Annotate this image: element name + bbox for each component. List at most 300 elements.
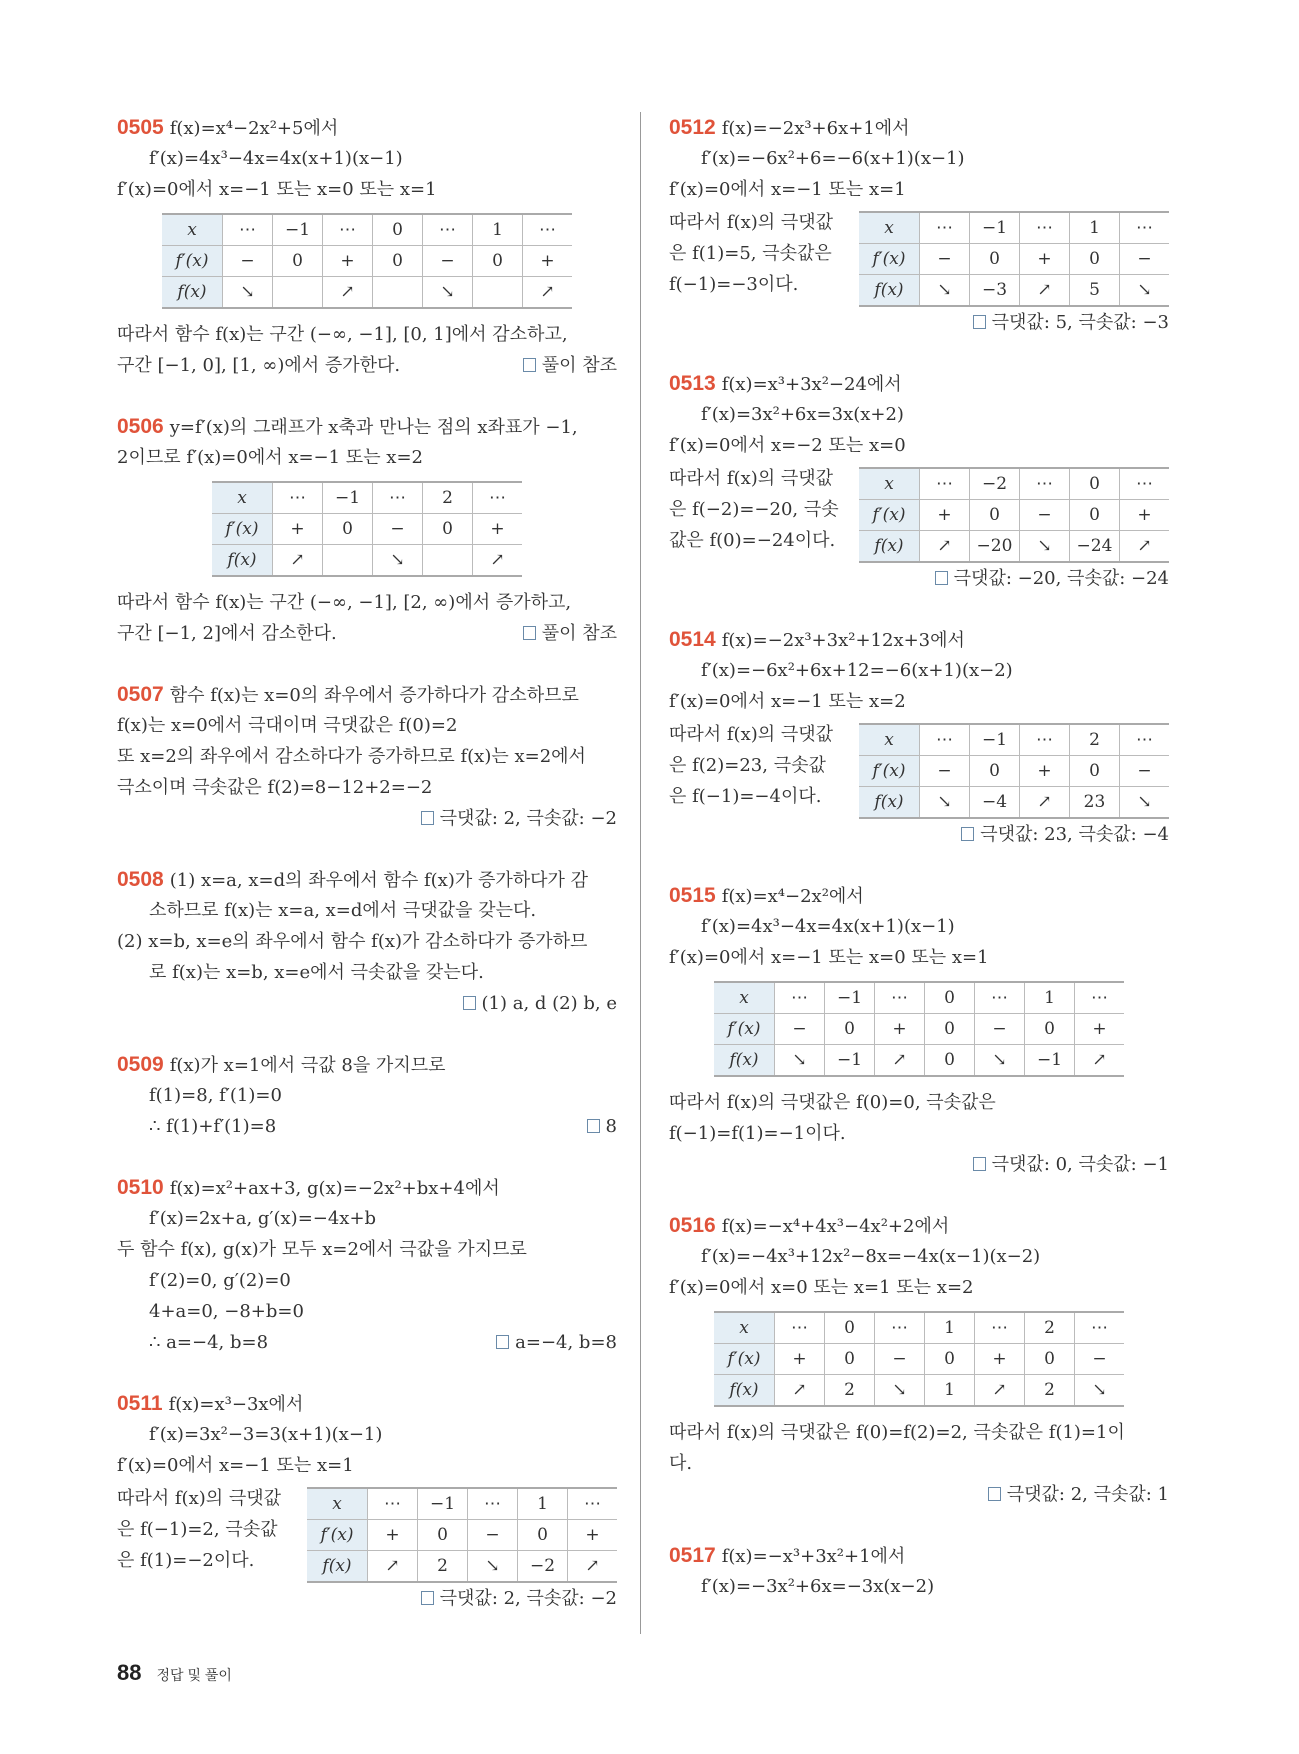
solution-line: f(−1)=−3이다. [669, 274, 799, 295]
table-cell: − [373, 514, 423, 545]
table-cell: 2 [418, 1551, 468, 1583]
table-cell: − [975, 1014, 1025, 1045]
table-cell: ⋯ [875, 1312, 925, 1344]
problem-0515 [669, 880, 1169, 1180]
problem-0517 [669, 1540, 1169, 1602]
problem-number: 0511 [117, 1392, 163, 1415]
table-cell: ↘ [423, 277, 473, 309]
line-text: f′(x)=3x²−3=3(x+1)(x−1) [149, 1424, 383, 1445]
table-cell: 0 [373, 246, 423, 277]
row-header: f(x) [307, 1551, 368, 1583]
table-cell: −2 [970, 468, 1020, 500]
table-row [307, 1551, 617, 1583]
table-row [859, 212, 1169, 244]
text-with-table [669, 719, 1169, 819]
table-cell: ↗ [875, 1045, 925, 1077]
solution-line: 은 f(2)=23, 극솟값 [669, 755, 826, 776]
line-text: f′(x)=−6x²+6x+12=−6(x+1)(x−2) [701, 660, 1013, 681]
row-header: f′(x) [714, 1344, 775, 1375]
table-cell: −1 [825, 982, 875, 1014]
text-with-table [669, 463, 1169, 563]
row-header: f′(x) [859, 244, 920, 275]
table-cell: ⋯ [223, 214, 273, 246]
table-cell: −1 [418, 1488, 468, 1520]
line-text: 따라서 f(x)의 극댓값은 f(0)=0, 극솟값은 [669, 1092, 996, 1113]
table-cell: ↗ [1020, 275, 1070, 307]
answer [669, 563, 1169, 594]
table-cell: ↗ [775, 1375, 825, 1407]
column-divider [640, 112, 641, 1634]
table-cell: + [323, 246, 373, 277]
table-row [714, 1312, 1124, 1344]
table-cell: ↘ [775, 1045, 825, 1077]
solution-line [669, 143, 1169, 174]
row-header: f(x) [212, 545, 273, 577]
table-cell [373, 277, 423, 309]
table-cell: 0 [970, 756, 1020, 787]
solution-line [669, 399, 1169, 430]
table-cell: 5 [1070, 275, 1120, 307]
problem-number: 0515 [669, 884, 716, 907]
row-header: f(x) [859, 275, 920, 307]
solution-line: 따라서 f(x)의 극댓값 [669, 212, 834, 233]
line-text: f(x)=x³−3x에서 [168, 1394, 304, 1415]
table-cell: ⋯ [323, 214, 373, 246]
text-with-table [117, 1483, 617, 1583]
answer [117, 803, 617, 834]
table-cell: ↗ [568, 1551, 618, 1583]
line-text: f′(x)=−4x³+12x²−8x=−4x(x−1)(x−2) [701, 1246, 1041, 1267]
row-header: f′(x) [307, 1520, 368, 1551]
answer-box-icon [496, 1335, 509, 1349]
side-text [669, 463, 859, 556]
table-cell: 0 [825, 1344, 875, 1375]
line-text: f′(x)=−3x²+6x=−3x(x−2) [701, 1576, 935, 1597]
problem-0506 [117, 411, 617, 649]
line-text: 두 함수 f(x), g(x)가 모두 x=2에서 극값을 가지므로 [117, 1239, 527, 1260]
solution-line [669, 1118, 1169, 1149]
line-text: 다. [669, 1453, 693, 1474]
table-cell: + [1020, 244, 1070, 275]
table-cell: 2 [1070, 724, 1120, 756]
problem-number: 0505 [117, 116, 164, 139]
answer [117, 988, 617, 1019]
page-number: 88 [117, 1660, 142, 1685]
solution-line [669, 1448, 1169, 1479]
solution-line: 따라서 f(x)의 극댓값 [669, 724, 834, 745]
table-row [714, 1014, 1124, 1045]
solution-line [117, 1388, 617, 1419]
solution-line: 은 f(−2)=−20, 극솟 [669, 499, 839, 520]
row-header: f′(x) [859, 756, 920, 787]
problem-number: 0514 [669, 628, 716, 651]
table-cell: ⋯ [1075, 982, 1125, 1014]
answer-text: 극댓값: 23, 극솟값: −4 [980, 824, 1169, 845]
table-row [714, 982, 1124, 1014]
table-row [859, 244, 1169, 275]
line-text: f(x)=−x⁴+4x³−4x²+2에서 [721, 1216, 950, 1237]
table-cell: 0 [323, 514, 373, 545]
table-cell: 2 [1025, 1312, 1075, 1344]
line-text: 2이므로 f′(x)=0에서 x=−1 또는 x=2 [117, 447, 423, 468]
table-row [307, 1520, 617, 1551]
variation-table [859, 723, 1169, 819]
right-column [669, 112, 1169, 1632]
table-cell: ⋯ [1120, 724, 1170, 756]
table-cell: 23 [1070, 787, 1120, 819]
table-cell: 0 [970, 244, 1020, 275]
answer-box-icon [935, 571, 948, 585]
solution-line [117, 895, 617, 926]
table-cell: ⋯ [473, 482, 523, 514]
row-header: x [162, 214, 223, 246]
side-text [669, 719, 859, 812]
table-row [162, 277, 572, 309]
table-cell: ↗ [323, 277, 373, 309]
table-cell: + [1020, 756, 1070, 787]
table-cell: − [423, 246, 473, 277]
answer [496, 1327, 617, 1358]
solution-line: 은 f(1)=−2이다. [117, 1550, 255, 1571]
line-text: f′(x)=4x³−4x=4x(x+1)(x−1) [701, 916, 955, 937]
table-cell: ⋯ [875, 982, 925, 1014]
table-cell: ⋯ [468, 1488, 518, 1520]
solution-line [117, 112, 617, 143]
variation-table [859, 211, 1169, 307]
row-header: f(x) [162, 277, 223, 309]
solution-line [117, 1450, 617, 1481]
table-cell: 0 [925, 982, 975, 1014]
table-cell: 1 [1070, 212, 1120, 244]
line-text: 소하므로 f(x)는 x=a, x=d에서 극댓값을 갖는다. [149, 900, 537, 921]
table-cell: ↘ [1020, 531, 1070, 563]
row-header: x [714, 982, 775, 1014]
answer-text: 극댓값: 2, 극솟값: −2 [439, 1588, 617, 1609]
answer-box-icon [463, 996, 476, 1010]
line-text: (1) x=a, x=d의 좌우에서 함수 f(x)가 증가하다가 감 [169, 870, 588, 891]
answer [669, 819, 1169, 850]
solution-line [669, 655, 1169, 686]
table-cell: ↗ [1120, 531, 1170, 563]
answer-text: 풀이 참조 [541, 623, 617, 644]
answer [669, 1479, 1169, 1510]
table-cell: −4 [970, 787, 1020, 819]
solution-line [669, 942, 1169, 973]
solution-line [669, 624, 1169, 655]
table-row [162, 246, 572, 277]
solution-line [117, 587, 617, 618]
table-cell: ↘ [1075, 1375, 1125, 1407]
solution-line [669, 880, 1169, 911]
answer [523, 350, 617, 381]
table-cell: −3 [970, 275, 1020, 307]
table-cell: + [368, 1520, 418, 1551]
row-header: x [859, 468, 920, 500]
solution-line [117, 1080, 617, 1111]
problem-number: 0509 [117, 1053, 164, 1076]
solution-line [669, 1241, 1169, 1272]
line-text: f′(x)=0에서 x=−1 또는 x=1 [117, 1455, 354, 1476]
table-cell: + [775, 1344, 825, 1375]
row-header: x [714, 1312, 775, 1344]
answer [587, 1111, 617, 1142]
problem-0508 [117, 864, 617, 1019]
answer-box-icon [421, 1591, 434, 1605]
table-cell: ↘ [373, 545, 423, 577]
table-row [714, 1045, 1124, 1077]
line-text: f(x)=x²+ax+3, g(x)=−2x²+bx+4에서 [169, 1178, 500, 1199]
solution-line [117, 1049, 617, 1080]
table-cell: 0 [925, 1344, 975, 1375]
text-with-table [669, 207, 1169, 307]
answer-box-icon [587, 1119, 600, 1133]
table-cell [473, 277, 523, 309]
table-cell: ⋯ [1020, 724, 1070, 756]
solution-line [117, 741, 617, 772]
table-cell: −1 [970, 724, 1020, 756]
problem-0513 [669, 368, 1169, 594]
line-text: f(x)=x⁴−2x²에서 [721, 886, 864, 907]
solution-line [117, 1265, 617, 1296]
answer-text: a=−4, b=8 [515, 1332, 617, 1353]
line-text: f(x)=−2x³+6x+1에서 [721, 118, 910, 139]
table-cell: ↘ [223, 277, 273, 309]
solution-line: 따라서 f(x)의 극댓값 [117, 1488, 282, 1509]
table-cell: 0 [418, 1520, 468, 1551]
solution-line [117, 926, 617, 957]
table-cell: + [273, 514, 323, 545]
solution-line [117, 679, 617, 710]
table-row [212, 545, 522, 577]
table-cell: − [875, 1344, 925, 1375]
table-cell: 0 [473, 246, 523, 277]
solution-line: 따라서 f(x)의 극댓값 [669, 468, 834, 489]
solution-line [669, 1417, 1169, 1448]
table-cell: ↗ [975, 1375, 1025, 1407]
table-cell: + [875, 1014, 925, 1045]
line-text: f(x)=−2x³+3x²+12x+3에서 [721, 630, 965, 651]
row-header: f′(x) [714, 1014, 775, 1045]
table-cell: ⋯ [920, 212, 970, 244]
solution-line [117, 864, 617, 895]
table-cell: 0 [925, 1014, 975, 1045]
table-cell: ⋯ [775, 982, 825, 1014]
line-text: 4+a=0, −8+b=0 [149, 1301, 304, 1322]
solution-line [117, 1203, 617, 1234]
table-cell: 1 [1025, 982, 1075, 1014]
answer-text: 극댓값: 2, 극솟값: 1 [1006, 1484, 1169, 1505]
solution-line [117, 710, 617, 741]
table-cell: ⋯ [920, 724, 970, 756]
table-cell: 0 [825, 1014, 875, 1045]
solution-line [669, 1210, 1169, 1241]
table-cell: −24 [1070, 531, 1120, 563]
line-text: f′(x)=0에서 x=−1 또는 x=2 [669, 691, 906, 712]
table-cell: ⋯ [920, 468, 970, 500]
answer-text: (1) a, d (2) b, e [481, 993, 617, 1014]
table-row [859, 724, 1169, 756]
problem-0509 [117, 1049, 617, 1142]
table-cell: ⋯ [1020, 212, 1070, 244]
table-cell: 0 [423, 514, 473, 545]
line-text: f′(x)=−6x²+6=−6(x+1)(x−1) [701, 148, 965, 169]
row-header: x [307, 1488, 368, 1520]
table-row [212, 482, 522, 514]
line-text: ∴ a=−4, b=8 [149, 1332, 269, 1353]
row-header: x [212, 482, 273, 514]
problem-number: 0513 [669, 372, 716, 395]
solution-line [669, 686, 1169, 717]
table-row [307, 1488, 617, 1520]
solution-line [669, 112, 1169, 143]
table-cell: ↘ [920, 275, 970, 307]
problem-0512 [669, 112, 1169, 338]
line-text: f(1)=8, f′(1)=0 [149, 1085, 282, 1106]
line-text: ∴ f(1)+f′(1)=8 [149, 1116, 277, 1137]
table-cell: − [920, 756, 970, 787]
solution-line [117, 174, 617, 205]
solution-line [117, 143, 617, 174]
table-cell: ↘ [1120, 275, 1170, 307]
table-cell: ↗ [920, 531, 970, 563]
solution-line [669, 430, 1169, 461]
answer [117, 1583, 617, 1614]
table-cell: ↘ [875, 1375, 925, 1407]
table-cell: 0 [825, 1312, 875, 1344]
line-text: 따라서 f(x)의 극댓값은 f(0)=f(2)=2, 극솟값은 f(1)=1이 [669, 1422, 1125, 1443]
table-row [859, 787, 1169, 819]
row-header: x [859, 724, 920, 756]
line-text: 따라서 함수 f(x)는 구간 (−∞, −1], [0, 1]에서 감소하고, [117, 324, 568, 345]
table-cell: ↗ [523, 277, 573, 309]
line-text: f(x)=x⁴−2x²+5에서 [169, 118, 339, 139]
problem-0511 [117, 1388, 617, 1614]
answer-box-icon [523, 626, 536, 640]
table-cell: 0 [1025, 1014, 1075, 1045]
table-cell: ↘ [975, 1045, 1025, 1077]
footer-label: 정답 및 풀이 [156, 1667, 232, 1683]
solution-line [669, 1087, 1169, 1118]
table-cell: ↘ [468, 1551, 518, 1583]
table-cell: ⋯ [373, 482, 423, 514]
row-header: x [859, 212, 920, 244]
solution-line [117, 772, 617, 803]
table-cell: ↗ [368, 1551, 418, 1583]
table-cell: ⋯ [368, 1488, 418, 1520]
table-cell: ↗ [1020, 787, 1070, 819]
line-text: f′(x)=0에서 x=−2 또는 x=0 [669, 435, 906, 456]
answer-box-icon [523, 358, 536, 372]
table-cell: − [775, 1014, 825, 1045]
line-text: f′(x)=0에서 x=−1 또는 x=1 [669, 179, 906, 200]
table-row [714, 1375, 1124, 1407]
table-row [859, 500, 1169, 531]
table-cell: ⋯ [775, 1312, 825, 1344]
table-cell [323, 545, 373, 577]
solution-line: 은 f(−1)=2, 극솟값 [117, 1519, 278, 1540]
side-text [669, 207, 859, 300]
table-cell: 1 [925, 1312, 975, 1344]
line-text: 구간 [−1, 0], [1, ∞)에서 증가한다. [117, 355, 401, 376]
table-cell: ⋯ [975, 982, 1025, 1014]
table-cell: ⋯ [523, 214, 573, 246]
line-text: y=f′(x)의 그래프가 x축과 만나는 점의 x좌표가 −1, [169, 417, 578, 438]
variation-table [162, 213, 572, 309]
table-cell: ↗ [273, 545, 323, 577]
table-cell: + [473, 514, 523, 545]
table-cell: − [468, 1520, 518, 1551]
table-cell: − [1120, 756, 1170, 787]
solution-line [117, 618, 617, 649]
table-cell: 0 [1070, 756, 1120, 787]
solution-line [117, 411, 617, 442]
solution-line [117, 1234, 617, 1265]
row-header: f(x) [714, 1045, 775, 1077]
table-cell: 0 [970, 500, 1020, 531]
solution-line [117, 1419, 617, 1450]
row-header: f′(x) [859, 500, 920, 531]
table-cell: − [1020, 500, 1070, 531]
line-text: f(x)=x³+3x²−24에서 [721, 374, 902, 395]
table-cell: + [523, 246, 573, 277]
problem-number: 0516 [669, 1214, 716, 1237]
table-cell: + [920, 500, 970, 531]
solution-line [117, 1327, 617, 1358]
table-cell: + [975, 1344, 1025, 1375]
problem-0514 [669, 624, 1169, 850]
table-cell: − [1120, 244, 1170, 275]
table-cell [273, 277, 323, 309]
answer [669, 1149, 1169, 1180]
line-text: f′(2)=0, g′(2)=0 [149, 1270, 291, 1291]
problem-0510 [117, 1172, 617, 1358]
solution-line [669, 1540, 1169, 1571]
line-text: 따라서 함수 f(x)는 구간 (−∞, −1], [2, ∞)에서 증가하고, [117, 592, 572, 613]
variation-table [714, 981, 1124, 1077]
line-text: 또 x=2의 좌우에서 감소하다가 증가하므로 f(x)는 x=2에서 [117, 746, 586, 767]
table-cell: + [1120, 500, 1170, 531]
problem-0505 [117, 112, 617, 381]
solution-line [669, 1272, 1169, 1303]
solution-line [669, 368, 1169, 399]
table-cell: 1 [925, 1375, 975, 1407]
table-cell: ⋯ [423, 214, 473, 246]
line-text: f′(x)=2x+a, g′(x)=−4x+b [149, 1208, 377, 1229]
table-cell: ⋯ [568, 1488, 618, 1520]
solution-line [117, 319, 617, 350]
table-cell: −2 [518, 1551, 568, 1583]
solution-line [117, 1172, 617, 1203]
line-text: f′(x)=0에서 x=−1 또는 x=0 또는 x=1 [117, 179, 437, 200]
row-header: f′(x) [212, 514, 273, 545]
answer-text: 8 [605, 1116, 617, 1137]
table-cell: ↗ [1075, 1045, 1125, 1077]
table-cell: 0 [1070, 244, 1120, 275]
answer-box-icon [973, 1157, 986, 1171]
table-cell: 0 [925, 1045, 975, 1077]
table-cell: ⋯ [1120, 212, 1170, 244]
answer-box-icon [988, 1487, 1001, 1501]
table-cell: 1 [473, 214, 523, 246]
variation-table [212, 481, 522, 577]
variation-table [859, 467, 1169, 563]
problem-number: 0507 [117, 683, 164, 706]
answer [669, 307, 1169, 338]
table-row [714, 1344, 1124, 1375]
table-cell: − [1075, 1344, 1125, 1375]
table-cell: 1 [518, 1488, 568, 1520]
answer-box-icon [961, 827, 974, 841]
